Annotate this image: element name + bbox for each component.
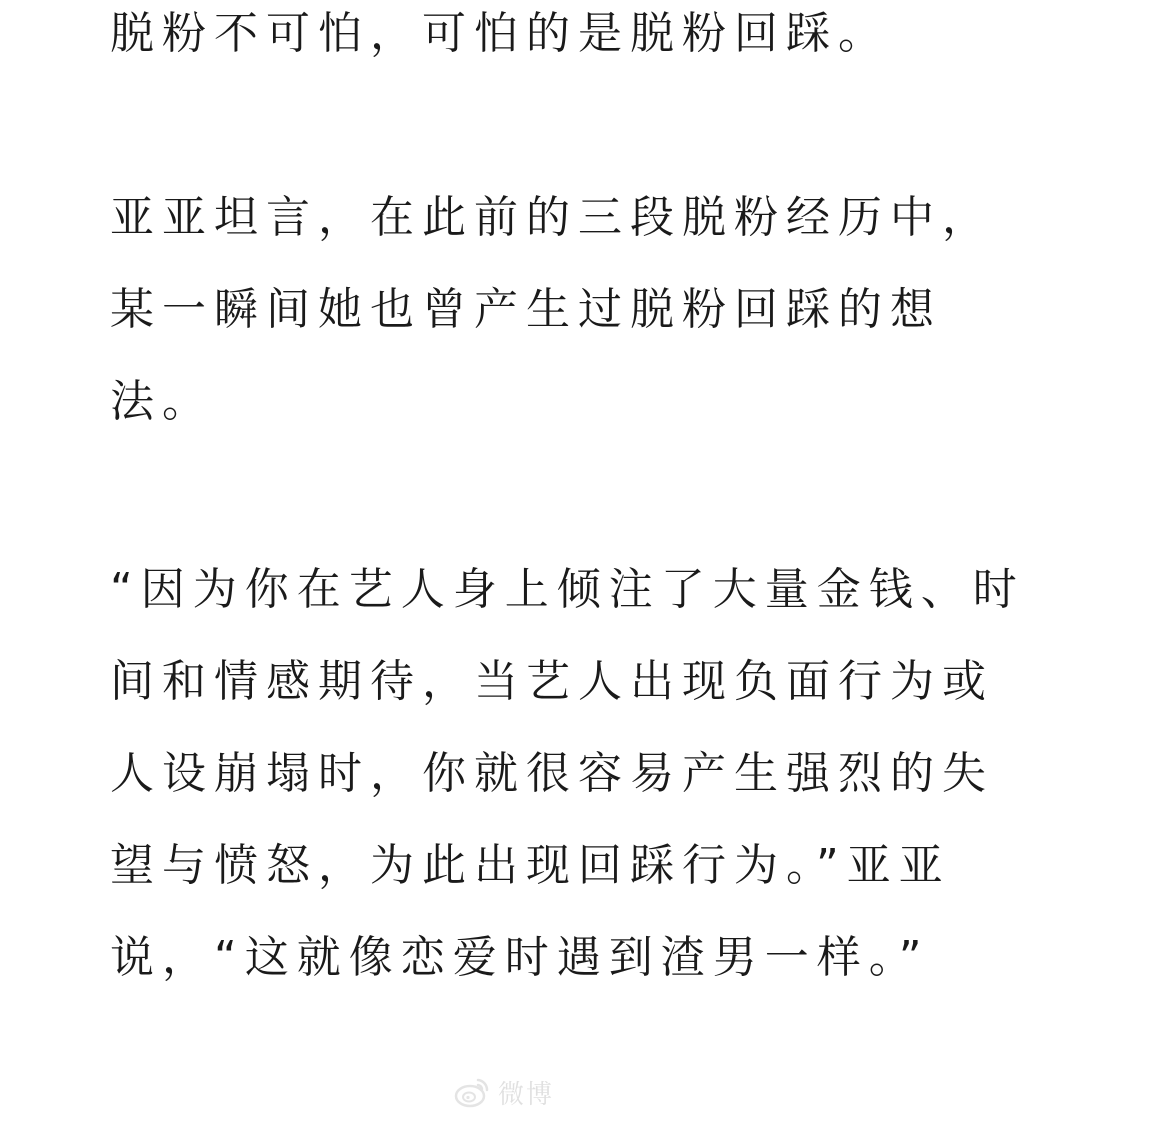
weibo-logo-icon — [452, 1072, 492, 1112]
paragraph-line: “因为你在艺人身上倾注了大量金钱、时 — [110, 564, 1025, 615]
watermark — [452, 1070, 554, 1114]
paragraph-3 — [110, 544, 1070, 1004]
paragraph-1 — [110, 0, 1070, 80]
paragraph-line: 望与愤怒，为此出现回踩行为。”亚亚 — [110, 840, 951, 891]
paragraph-line: 说，“这就像恋爱时遇到渣男一样。” — [110, 932, 930, 983]
watermark-text: 微博 — [498, 1079, 555, 1110]
paragraph-line: 脱粉不可怕，可怕的是脱粉回踩。 — [110, 8, 890, 59]
paragraph-line: 人设崩塌时，你就很容易产生强烈的失 — [110, 748, 994, 799]
paragraph-2 — [110, 172, 1070, 448]
paragraph-line: 间和情感期待，当艺人出现负面行为或 — [110, 656, 994, 707]
paragraph-line: 某一瞬间她也曾产生过脱粉回踩的想 — [110, 284, 942, 335]
paragraph-line: 法。 — [110, 376, 214, 427]
paragraph-line: 亚亚坦言，在此前的三段脱粉经历中， — [110, 192, 994, 243]
